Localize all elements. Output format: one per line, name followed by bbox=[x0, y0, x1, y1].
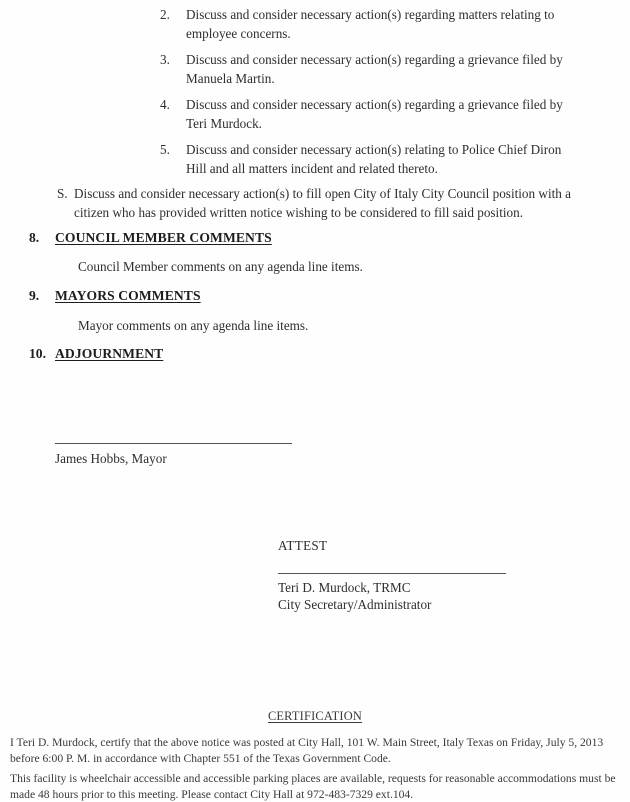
list-item-text: Discuss and consider necessary action(s) relating to Police Chief Diron Hill and all matters incident and related thereto. bbox=[186, 142, 562, 176]
mayor-signature-name: James Hobbs, Mayor bbox=[55, 451, 167, 466]
section-title: ADJOURNMENT bbox=[55, 346, 164, 361]
certification-paragraph-accessibility: This facility is wheelchair accessible and accessible parking places are available, requests for reasonable accommodations must be made 48 hours prior to this meeting. Please contact City Hall at 972-483-7329 ext.104. bbox=[10, 772, 616, 801]
attest-label: ATTEST bbox=[278, 538, 328, 553]
list-item-text: Discuss and consider necessary action(s) regarding matters relating to employee concerns. bbox=[186, 7, 555, 41]
list-item-number: 3. bbox=[160, 52, 170, 67]
lettered-list-item-letter: S. bbox=[57, 186, 68, 201]
section-heading-council-member-comments bbox=[29, 230, 272, 246]
secretary-signature-line bbox=[278, 573, 506, 574]
list-item bbox=[160, 141, 580, 178]
certification-heading-text: CERTIFICATION bbox=[267, 709, 363, 723]
section-number: 10. bbox=[29, 346, 46, 361]
list-item-number: 4. bbox=[160, 97, 170, 112]
list-item bbox=[160, 51, 580, 88]
list-item-number: 2. bbox=[160, 7, 170, 22]
list-item-text: Discuss and consider necessary action(s) regarding a grievance filed by Manuela Martin. bbox=[186, 52, 563, 86]
section-heading-mayors-comments bbox=[29, 288, 201, 304]
section-title: MAYORS COMMENTS bbox=[55, 288, 201, 303]
lettered-list-item-text: Discuss and consider necessary action(s) to fill open City of Italy City Council position with a citizen who has provided written notice wishing to be considered to fill said position. bbox=[74, 186, 572, 220]
section-body-mayors-comments: Mayor comments on any agenda line items. bbox=[78, 318, 309, 333]
lettered-list-item bbox=[57, 185, 572, 222]
secretary-signature-name: Teri D. Murdock, TRMC bbox=[278, 580, 411, 595]
section-title: COUNCIL MEMBER COMMENTS bbox=[55, 230, 272, 245]
list-item-text: Discuss and consider necessary action(s) regarding a grievance filed by Teri Murdock. bbox=[186, 97, 563, 131]
mayor-signature-line bbox=[55, 443, 292, 444]
secretary-signature-title: City Secretary/Administrator bbox=[278, 597, 432, 612]
certification-paragraph-posting: I Teri D. Murdock, certify that the above notice was posted at City Hall, 101 W. Main Street, Italy Texas on Friday, July 5, 2013 before 6:00 P. M. in accordance with Chapter 551 of the Texas Government Code. bbox=[10, 736, 604, 765]
certification-heading bbox=[0, 709, 630, 724]
section-body-council-member-comments: Council Member comments on any agenda line items. bbox=[78, 259, 363, 274]
list-item bbox=[160, 96, 580, 133]
section-number: 8. bbox=[29, 230, 40, 245]
list-item bbox=[160, 6, 572, 43]
list-item-number: 5. bbox=[160, 142, 170, 157]
section-heading-adjournment bbox=[29, 346, 163, 362]
section-number: 9. bbox=[29, 288, 40, 303]
